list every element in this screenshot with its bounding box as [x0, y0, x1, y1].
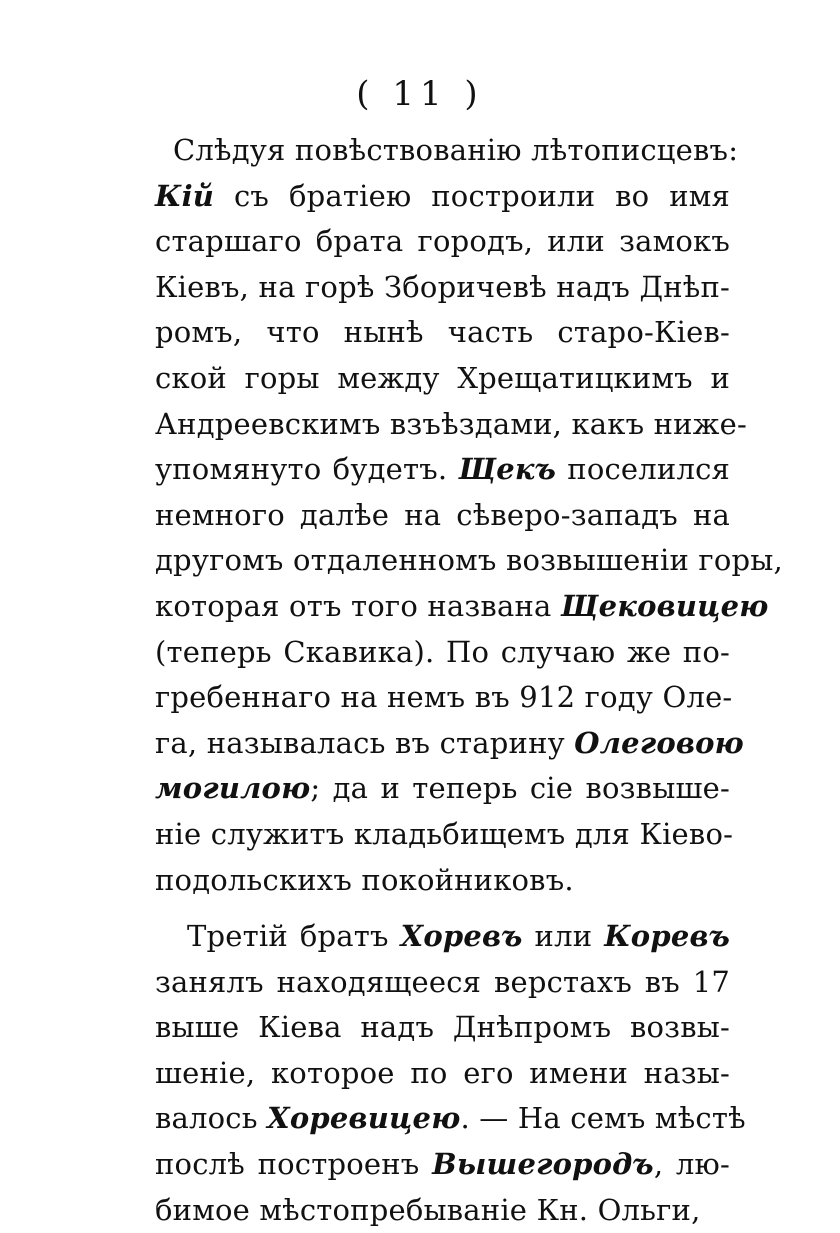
text-run: Кіевъ, на горѣ Зборичевѣ надъ Днѣп-	[155, 269, 730, 304]
text-line	[155, 310, 730, 356]
text-run: Слѣдуя повѣствованію лѣтописцевъ:	[173, 133, 739, 167]
text-run: немного далѣе на сѣверо-западъ на	[155, 497, 730, 532]
body-text	[155, 128, 783, 1233]
text-line	[155, 402, 747, 448]
text-line	[155, 675, 733, 721]
text-line	[155, 584, 769, 630]
italic-name: Хоревицею	[267, 1101, 461, 1136]
text-run: . — На семъ мѣстѣ	[460, 1101, 746, 1136]
text-run: занялъ находящееся верстахъ въ 17	[155, 964, 730, 999]
text-run: подольскихъ покойниковъ.	[155, 862, 574, 897]
text-line	[155, 1188, 730, 1233]
text-run: Третій братъ	[187, 919, 401, 954]
italic-name: Хоревъ	[400, 919, 523, 954]
text-line	[155, 265, 730, 311]
text-run: съ братіею построили во имя	[214, 178, 730, 213]
text-run: валось	[155, 1101, 268, 1136]
text-line	[155, 219, 730, 265]
text-run: гребеннаго на немъ въ 912 году Оле-	[155, 680, 733, 715]
italic-name: Кій	[155, 178, 215, 213]
text-run: ской горы между Хрещатицкимъ и	[155, 360, 730, 395]
text-line	[155, 128, 739, 174]
text-line	[155, 493, 730, 539]
text-line	[155, 447, 730, 493]
text-run: ромъ, что нынѣ часть старо-Кіев-	[155, 315, 730, 350]
italic-name: Вышегородъ	[432, 1147, 654, 1182]
text-run: Андреевскимъ взъѣздами, какъ ниже-	[155, 406, 747, 441]
text-run: ; да и теперь сіе возвыше-	[310, 771, 730, 806]
italic-name: Щековицею	[560, 588, 769, 623]
text-run: или	[522, 919, 605, 954]
page-number: ( 11 )	[356, 74, 484, 114]
text-line	[155, 766, 730, 812]
text-line	[155, 1142, 730, 1188]
text-run: шеніе, которое по его имени назы-	[155, 1055, 730, 1090]
text-line	[155, 960, 730, 1006]
text-run: выше Кіева надъ Днѣпромъ возвы-	[155, 1010, 730, 1045]
text-run: старшаго брата городъ, или замокъ	[155, 224, 730, 259]
text-run: упомянуто будетъ.	[155, 452, 459, 487]
text-line	[155, 538, 783, 584]
text-line	[155, 1005, 730, 1051]
text-run: которая отъ того названа	[155, 588, 561, 623]
text-run: (теперь Скавика). По случаю же по-	[155, 634, 730, 669]
text-line	[155, 1096, 746, 1142]
paragraph-1	[155, 128, 783, 903]
italic-name: Коревъ	[604, 919, 730, 954]
text-line	[155, 812, 734, 858]
text-line	[155, 1051, 730, 1097]
text-run: , лю-	[653, 1147, 730, 1182]
text-line	[155, 858, 730, 904]
text-run: другомъ отдаленномъ возвышеніи горы,	[155, 543, 783, 578]
text-run: ніе служитъ кладьбищемъ для Кіево-	[155, 816, 734, 851]
text-run: послѣ построенъ	[155, 1147, 433, 1182]
text-line	[155, 174, 730, 220]
italic-name: Олеговою	[574, 725, 744, 760]
text-run: бимое мѣстопребываніе Кн. Ольги,	[155, 1192, 701, 1227]
paragraph-2	[155, 914, 746, 1233]
text-line	[155, 356, 730, 402]
text-run: га, называлась въ старину	[155, 725, 575, 760]
paragraph-gap	[155, 903, 730, 914]
text-line	[155, 721, 744, 767]
text-line	[155, 630, 730, 676]
italic-name: Щекъ	[458, 452, 557, 487]
italic-name: могилою	[155, 771, 311, 806]
text-line	[155, 914, 730, 960]
text-run: поселился	[556, 452, 731, 487]
